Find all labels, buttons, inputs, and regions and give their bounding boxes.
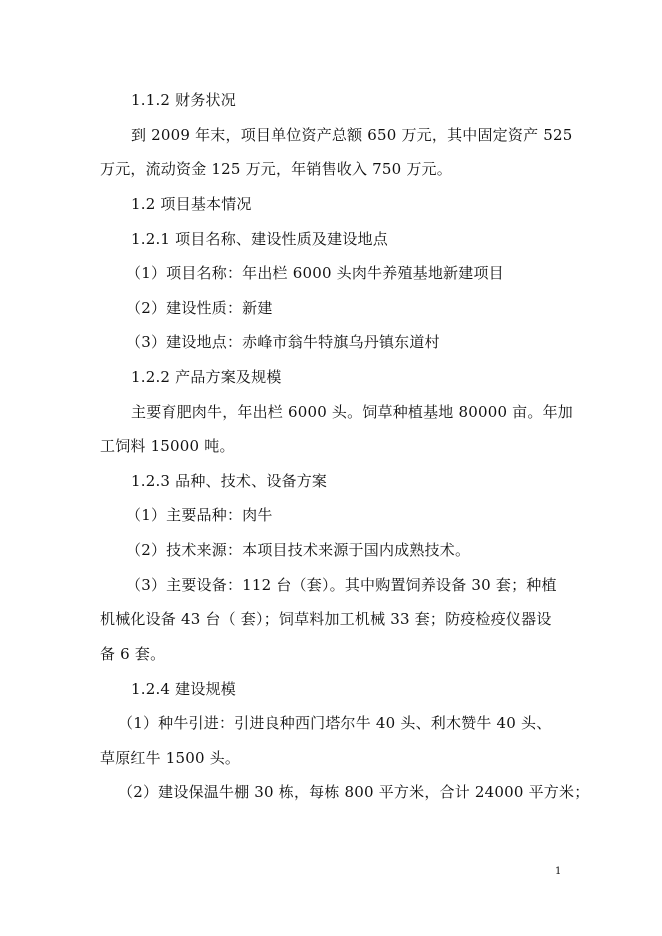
- heading-1-1-2: 1.1.2 财务状况: [131, 91, 236, 109]
- paragraph-line: 备 6 套。: [100, 645, 166, 663]
- heading-1-2-3: 1.2.3 品种、技术、设备方案: [131, 472, 328, 490]
- heading-1-2-1: 1.2.1 项目名称、建设性质及建设地点: [131, 230, 388, 248]
- paragraph-line: 到 2009 年末，项目单位资产总额 650 万元，其中固定资产 525: [131, 126, 573, 144]
- list-item: （1）主要品种：肉牛: [126, 506, 273, 524]
- heading-1-2: 1.2 项目基本情况: [131, 195, 252, 213]
- page-number: 1: [555, 866, 562, 877]
- list-item: （2）建设保温牛棚 30 栋，每栋 800 平方米，合计 24000 平方米；: [118, 783, 590, 801]
- paragraph-line: 草原红牛 1500 头。: [100, 749, 241, 767]
- paragraph-line: 工饲料 15000 吨。: [100, 437, 235, 455]
- list-item: （1）种牛引进：引进良种西门塔尔牛 40 头、利木赞牛 40 头、: [118, 714, 552, 732]
- paragraph-line: 万元，流动资金 125 万元，年销售收入 750 万元。: [100, 160, 452, 178]
- list-item: （3）建设地点：赤峰市翁牛特旗乌丹镇东道村: [126, 333, 440, 351]
- list-item: （3）主要设备：112 台（套）。其中购置饲养设备 30 套；种植: [126, 576, 557, 594]
- heading-1-2-4: 1.2.4 建设规模: [131, 680, 236, 698]
- list-item: （2）技术来源：本项目技术来源于国内成熟技术。: [126, 541, 471, 559]
- paragraph-line: 主要育肥肉牛，年出栏 6000 头。饲草种植基地 80000 亩。年加: [131, 403, 573, 421]
- paragraph-line: 机械化设备 43 台（ 套）；饲草料加工机械 33 套；防疫检疫仪器设: [100, 610, 552, 628]
- list-item: （2）建设性质：新建: [126, 299, 273, 317]
- heading-1-2-2: 1.2.2 产品方案及规模: [131, 368, 282, 386]
- list-item: （1）项目名称：年出栏 6000 头肉牛养殖基地新建项目: [126, 264, 504, 282]
